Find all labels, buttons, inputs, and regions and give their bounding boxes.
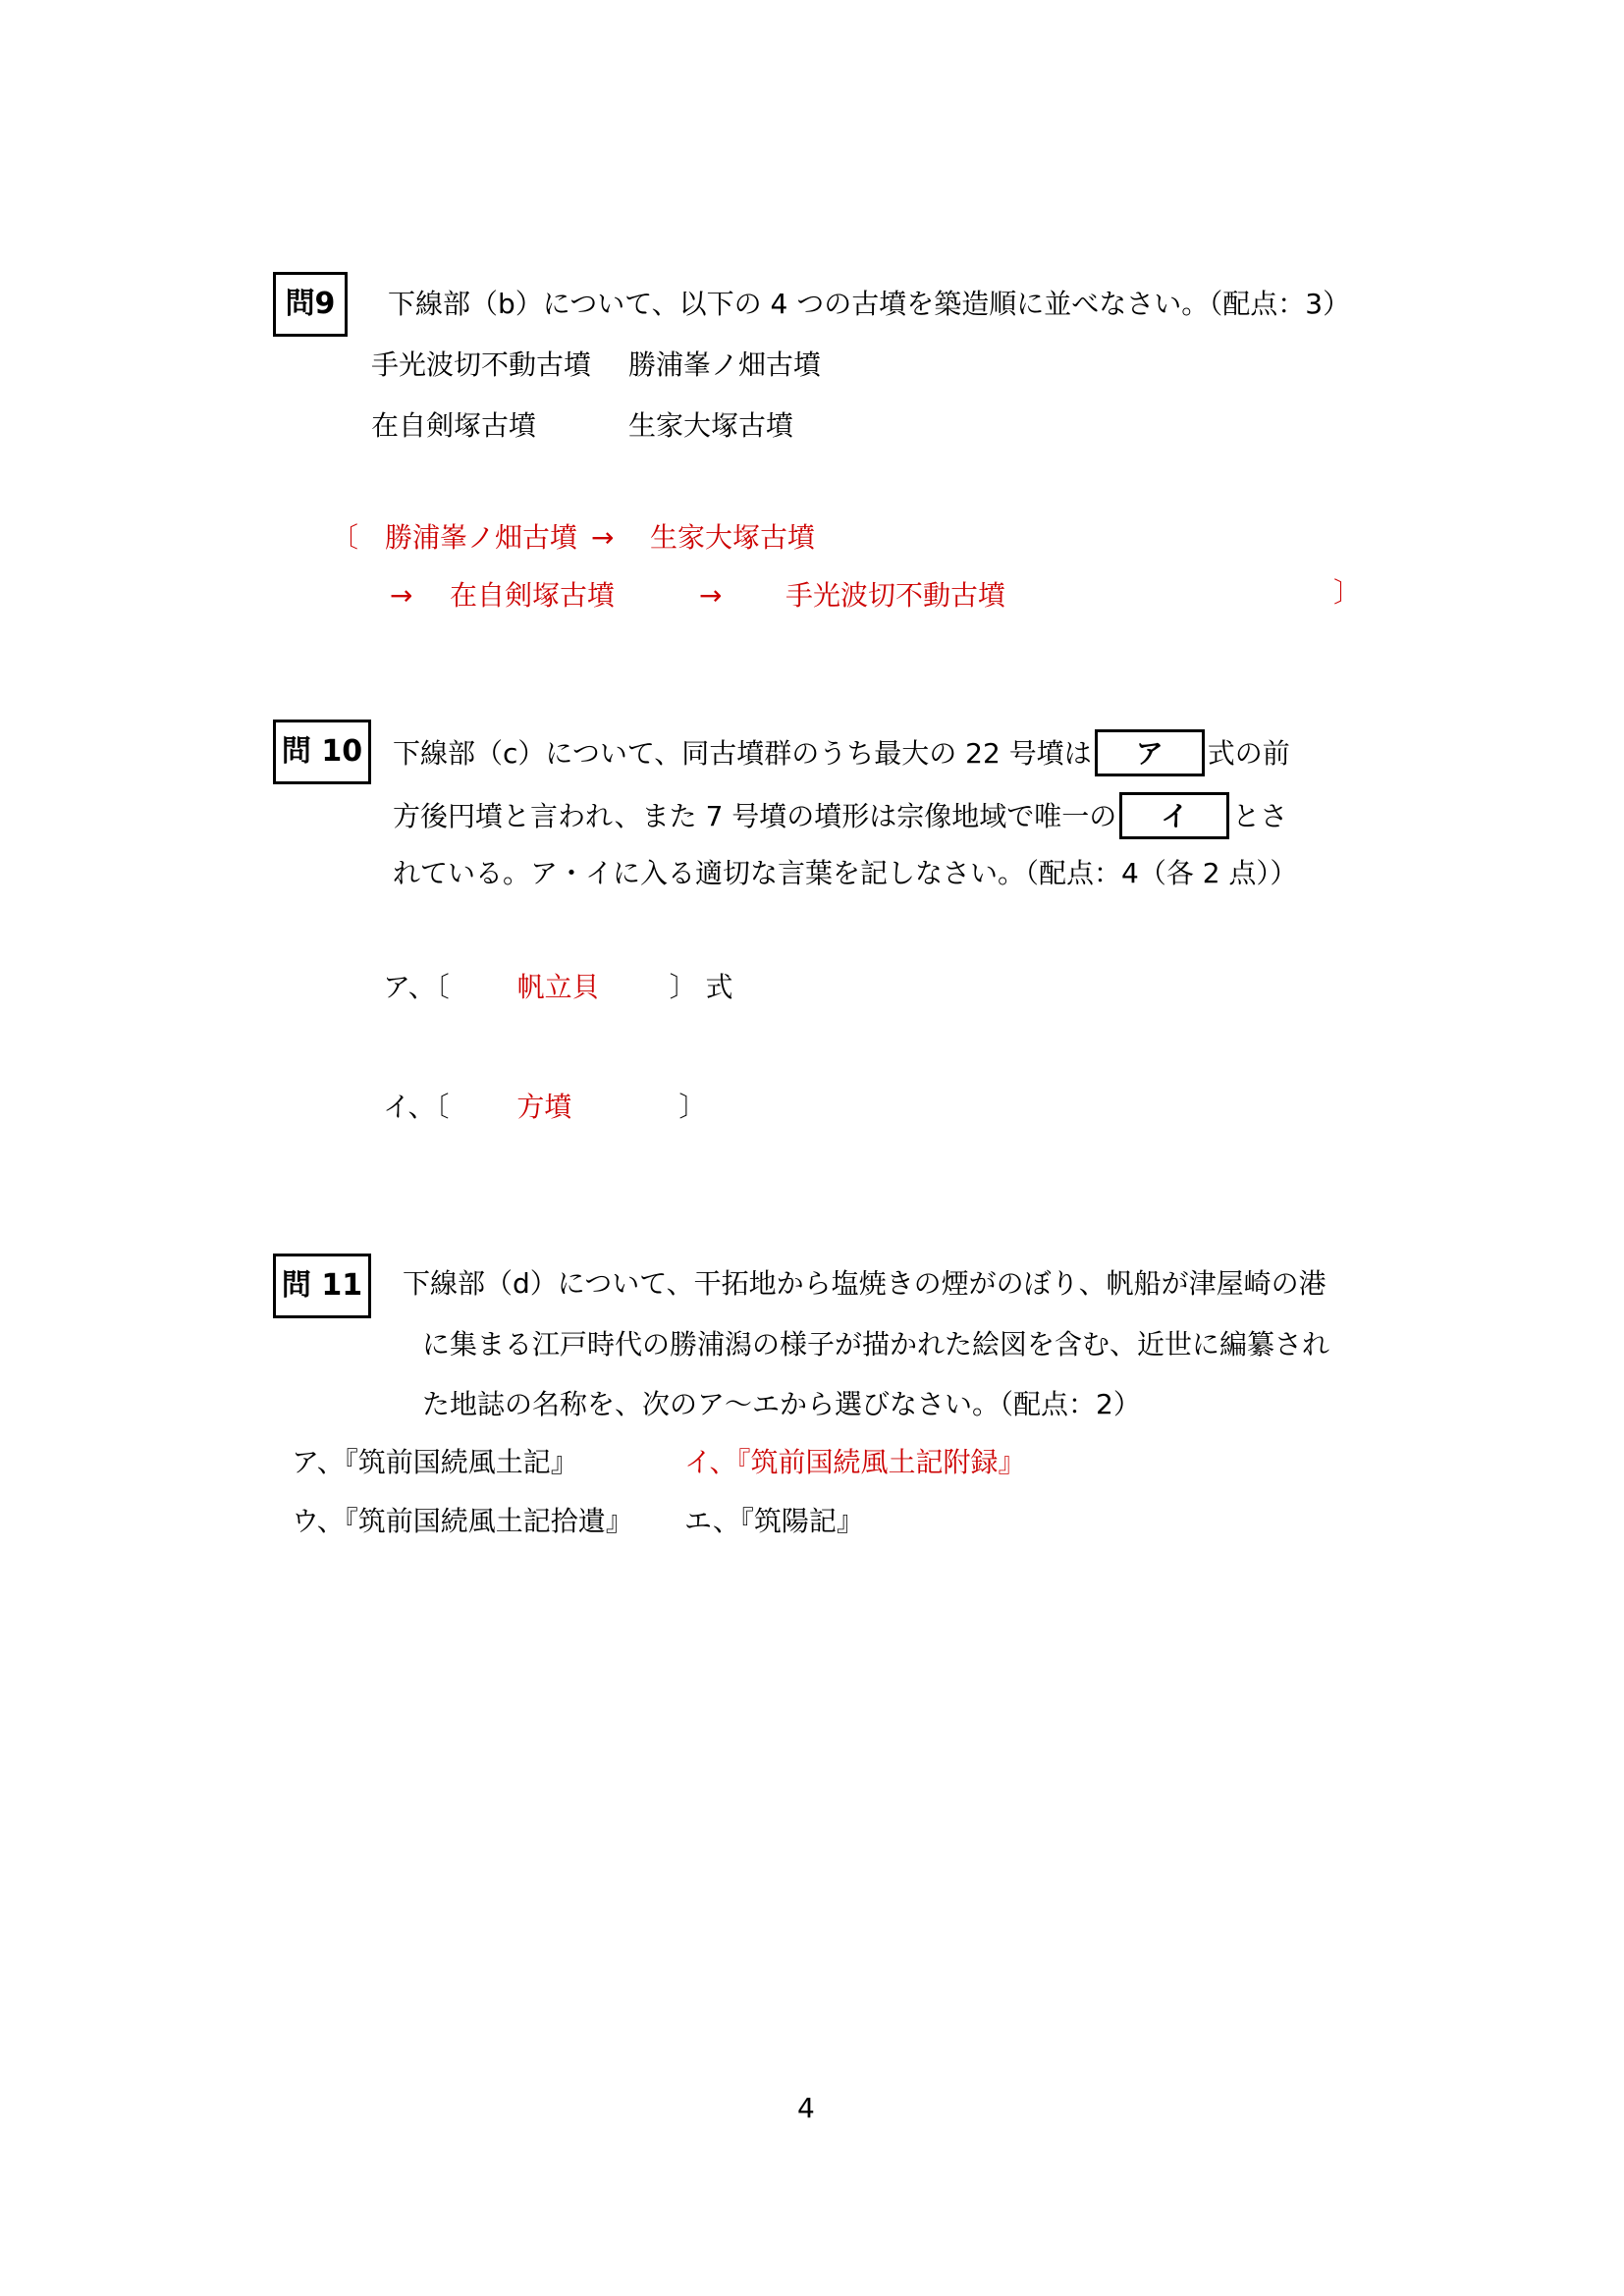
q10-blank-b-label: イ: [1161, 799, 1189, 832]
q10-line-1-before: 下線部（c）について、同古墳群のうち最大の 22 号墳は: [393, 736, 1092, 770]
q11-option-b-answer: イ、『筑前国続風土記附録』: [684, 1446, 1026, 1478]
q10-line-1-after: 式の前: [1207, 736, 1290, 770]
q9-answer-item-1: 勝浦峯ノ畑古墳: [385, 521, 578, 554]
q9-answer-item-3: 在自剣塚古墳: [450, 579, 616, 612]
q9-question-text: 下線部（b）について、以下の 4 つの古墳を築造順に並べなさい。（配点：3）: [388, 288, 1351, 320]
q9-number-label: 問9: [285, 287, 336, 322]
q10-line-2-after: とさ: [1232, 799, 1288, 832]
q9-answer-item-2: 生家大塚古墳: [650, 521, 816, 554]
q11-option-d: エ、『筑陽記』: [684, 1505, 864, 1537]
q9-choices: [371, 347, 821, 443]
q10-answer-a-value: 帆立貝: [516, 971, 600, 1003]
q11-option-a: ア、『筑前国続風土記』: [292, 1446, 578, 1478]
q11-option-c: ウ、『筑前国続風土記拾遺』: [292, 1505, 633, 1537]
q10-number-box: [273, 720, 371, 784]
q9-choice-2: 勝浦峯ノ畑古墳: [628, 348, 822, 381]
q9-answer-arrow-2: →: [390, 579, 413, 612]
q10-blank-a-box: [1095, 729, 1205, 776]
q9-answer-item-4: 手光波切不動古墳: [785, 579, 1006, 612]
q10-answer-b: [383, 1090, 706, 1124]
q9-choice-4: 生家大塚古墳: [628, 409, 794, 442]
q9-answer-close-bracket: 〕: [1333, 576, 1362, 609]
q11-line-2: に集まる江戸時代の勝浦潟の様子が描かれた絵図を含む、近世に編纂され: [422, 1328, 1330, 1361]
q10-answer-a-suffix: 〕 式: [669, 971, 733, 1003]
q10-answer-b-suffix: 〕: [678, 1091, 707, 1123]
q11-options: [292, 1445, 1025, 1538]
q10-line-2: [393, 787, 1287, 844]
q9-choice-3: 在自剣塚古墳: [371, 409, 537, 442]
q9-number-box: [273, 272, 348, 337]
q10-line-3: れている。ア・イに入る適切な言葉を記しなさい。（配点：4（各 2 点））: [393, 857, 1298, 889]
q10-line-2-before: 方後円墳と言われ、また 7 号墳の墳形は宗像地域で唯一の: [393, 799, 1117, 832]
q11-line-3: た地誌の名称を、次のア〜エから選びなさい。（配点：2）: [422, 1388, 1141, 1420]
q11-number-label: 問 11: [281, 1268, 363, 1304]
q10-blank-b-box: [1119, 792, 1229, 839]
q9-answer-arrow-3: →: [699, 579, 723, 612]
q10-blank-a-label: ア: [1135, 736, 1164, 770]
q10-answer-b-value: 方墳: [516, 1091, 572, 1123]
q10-answer-a-prefix: ア、〔: [383, 971, 450, 1003]
q10-answer-b-prefix: イ、〔: [383, 1091, 450, 1123]
q10-number-label: 問 10: [281, 734, 363, 770]
q9-answer-arrow-1: →: [591, 521, 615, 554]
q9-choice-1: 手光波切不動古墳: [371, 348, 592, 381]
q11-line-1: 下線部（d）について、干拓地から塩焼きの煙がのぼり、帆船が津屋崎の港: [403, 1267, 1326, 1300]
q11-number-box: [273, 1254, 371, 1318]
q9-answer-open-bracket: 〔: [331, 521, 359, 554]
q10-answer-a: [383, 970, 733, 1004]
q10-line-1: [393, 724, 1290, 781]
page-number: 4: [797, 2092, 815, 2124]
